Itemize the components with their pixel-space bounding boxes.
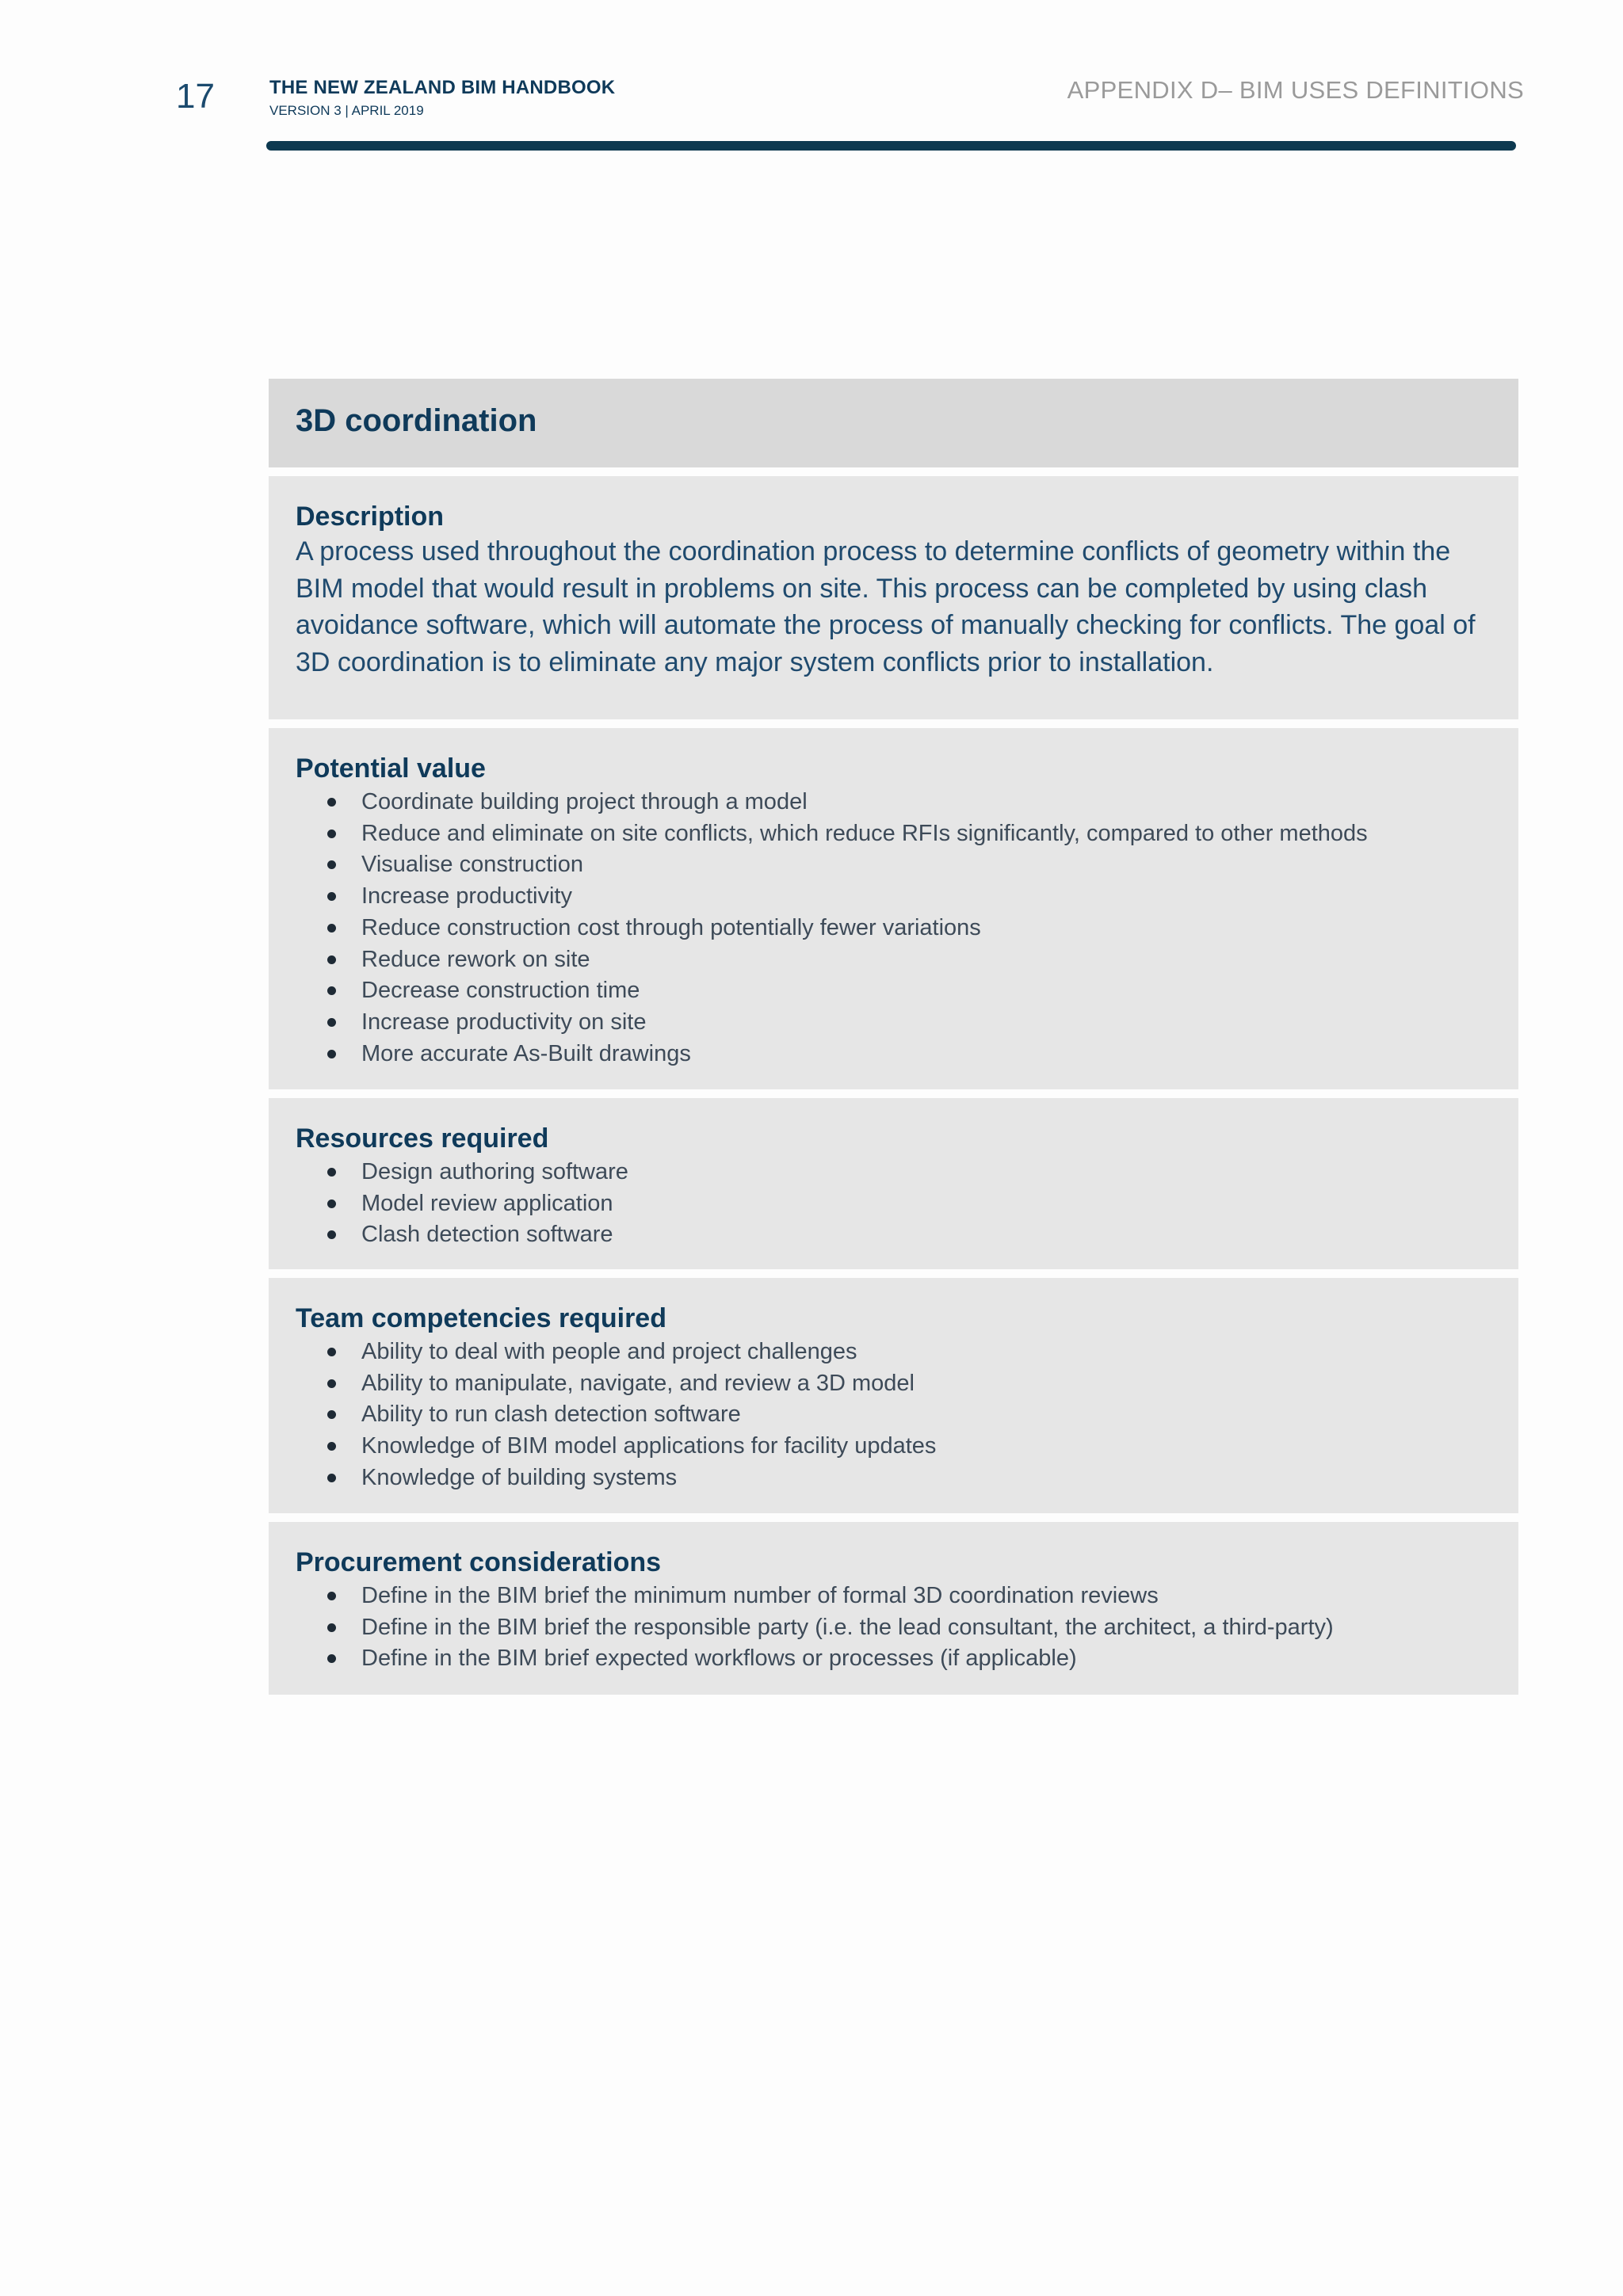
list-item [296,1431,1491,1463]
list-item-text: Ability to manipulate, navigate, and review a 3D model [361,1370,915,1396]
list-item [296,1007,1491,1039]
resources-required-list [296,1157,1491,1251]
list-item-text: Knowledge of BIM model applications for facility updates [361,1433,937,1459]
list-item-text: Coordinate building project through a model [361,789,808,814]
bullet-icon [327,1348,336,1356]
bullet-icon [327,892,336,901]
list-item [296,818,1491,850]
list-item-text: Clash detection software [361,1222,613,1248]
bullet-icon [327,1654,336,1663]
procurement-list [296,1581,1491,1675]
potential-value-list [296,787,1491,1070]
list-item-text: Model review application [361,1190,613,1216]
list-item [296,1188,1491,1220]
handbook-title: THE NEW ZEALAND BIM HANDBOOK [269,77,616,98]
resources-required-heading: Resources required [296,1123,549,1154]
bullet-icon [327,1379,336,1388]
list-item [296,1337,1491,1368]
list-item [296,849,1491,881]
list-item-text: Increase productivity on site [361,1009,647,1035]
bullet-icon [327,1018,336,1027]
list-item [296,881,1491,913]
list-item [296,1399,1491,1431]
bullet-icon [327,986,336,995]
list-item [296,975,1491,1007]
potential-value-heading: Potential value [296,753,486,784]
list-item [296,1581,1491,1612]
procurement-heading: Procurement considerations [296,1547,662,1577]
list-item-text: Decrease construction time [361,978,640,1004]
bullet-icon [327,1050,336,1058]
list-item-text: Reduce and eliminate on site conflicts, which reduce RFIs significantly, compared to other methods [361,820,1368,846]
team-competencies-panel [269,1278,1518,1513]
appendix-title: APPENDIX D– BIM USES DEFINITIONS [1067,76,1524,104]
list-item-text: Design authoring software [361,1159,628,1184]
list-item-text: Reduce rework on site [361,946,590,972]
list-item [296,787,1491,818]
list-item [296,1463,1491,1494]
description-heading: Description [296,502,445,532]
handbook-version: VERSION 3 | APRIL 2019 [269,103,424,118]
list-item-text: Visualise construction [361,852,583,878]
list-item-text: Define in the BIM brief the responsible party (i.e. the lead consultant, the architect, a third-party) [361,1614,1334,1640]
list-item [296,1039,1491,1070]
description-text: A process used throughout the coordination process to determine conflicts of geometry within the BIM model that would result in problems on site. This process can be completed by using clash avoidance software, which will automate the process of manually checking for conflicts. The goal of 3D coordination is to eliminate any major system conflicts prior to installation. [296,536,1476,677]
bullet-icon [327,924,336,933]
bullet-icon [327,798,336,807]
description-panel [269,476,1518,719]
bullet-icon [327,1410,336,1419]
team-competencies-heading: Team competencies required [296,1303,666,1333]
bullet-icon [327,830,336,838]
list-item [296,1157,1491,1188]
bullet-icon [327,1592,336,1600]
list-item-text: Ability to run clash detection software [361,1402,741,1428]
bim-use-title: 3D coordination [296,403,537,438]
list-item [296,944,1491,976]
list-item-text: Define in the BIM brief the minimum number of formal 3D coordination reviews [361,1583,1159,1608]
list-item [296,1612,1491,1644]
procurement-panel [269,1522,1518,1695]
bim-use-title-panel [269,379,1518,467]
list-item [296,913,1491,944]
resources-required-panel [269,1098,1518,1269]
bullet-icon [327,955,336,964]
list-item-text: Ability to deal with people and project challenges [361,1339,857,1364]
list-item [296,1643,1491,1675]
team-competencies-list [296,1337,1491,1494]
bullet-icon [327,1168,336,1177]
bullet-icon [327,1474,336,1482]
list-item [296,1368,1491,1400]
page-number: 17 [176,77,215,116]
list-item-text: Increase productivity [361,883,572,910]
bullet-icon [327,860,336,869]
list-item-text: Knowledge of building systems [361,1464,678,1490]
bullet-icon [327,1199,336,1208]
bullet-icon [327,1623,336,1632]
list-item-text: Reduce construction cost through potentially fewer variations [361,914,981,940]
potential-value-panel [269,728,1518,1089]
list-item [296,1219,1491,1251]
list-item-text: More accurate As-Built drawings [361,1040,691,1066]
header-rule [266,141,1516,151]
bullet-icon [327,1230,336,1239]
list-item-text: Define in the BIM brief expected workflows or processes (if applicable) [361,1646,1077,1672]
bullet-icon [327,1442,336,1451]
